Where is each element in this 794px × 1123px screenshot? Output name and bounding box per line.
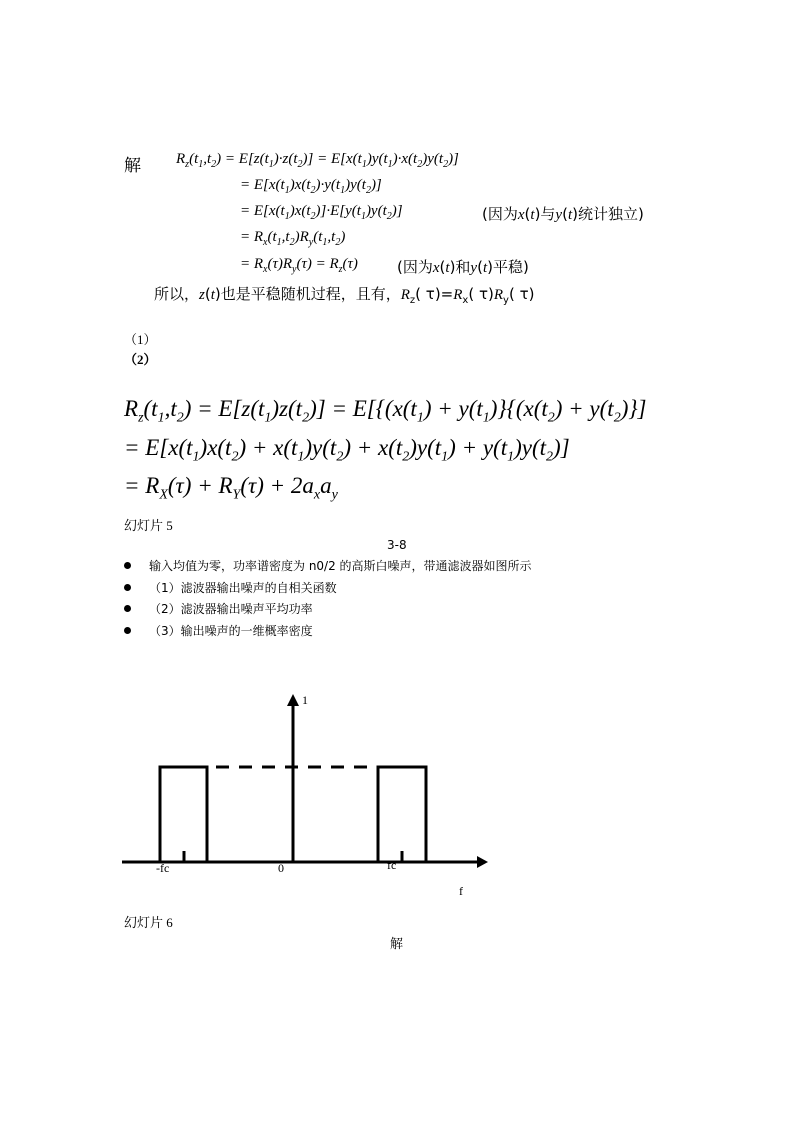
part-label-1: （1） [124, 332, 157, 347]
solution-line-5-note: (因为x(t)和y(t)平稳) [397, 258, 529, 276]
x-axis-arrow-icon [477, 856, 488, 868]
slide5-label: 幻灯片 5 [124, 518, 173, 533]
slide5-bullet: 输入均值为零，功率谱密度为 n0/2 的高斯白噪声，带通滤波器如图所示 [124, 557, 532, 574]
slide6-solution: 解 [390, 936, 404, 951]
solution-line-2: = $E[x(t_1)x(t_2)\cdot y(t_1)y(t_2)]$ [240, 177, 382, 196]
big-eq-line-2: = $E[x(t_1)x(t_2) + x(t_1)y(t_2) + x(t_2)y(t_1) + y(t_1)y(t_2)]$ [124, 435, 570, 465]
solution-label: 解 [124, 156, 141, 176]
slide5-bullet: （2）滤波器输出噪声平均功率 [124, 600, 313, 617]
slide6-label: 幻灯片 6 [124, 915, 173, 930]
solution-line-3: = $E[x(t_1)x(t_2)]\cdot E[y(t_1)y(t_2)]$ [240, 203, 403, 222]
solution-line-3-note: (因为x(t)与y(t)统计独立) [482, 205, 644, 223]
slide5-title: 3-8 [387, 538, 407, 552]
slide5-bullet: （3）输出噪声的一维概率密度 [124, 622, 313, 639]
solution-conclusion: 所以，z(t)也是平稳随机过程，且有，$R_z$( $\tau)=R_x$( $\tau)R_y$( τ) [154, 285, 535, 306]
tick-label-neg-fc: -fc [156, 861, 170, 875]
right-passband [378, 767, 426, 862]
slide5-bullet: （1）滤波器输出噪声的自相关函数 [124, 579, 337, 596]
solution-line-4: = $R_x(t_1,t_2)R_y(t_1,t_2)$ [240, 229, 346, 248]
left-passband [160, 767, 207, 862]
big-eq-line-3: = $R_X(\tau) + R_Y(\tau) + 2a_xa_y$ [124, 473, 338, 503]
x-axis-label: f [459, 884, 463, 898]
y-axis-label: 1 [302, 693, 308, 707]
tick-label-zero: 0 [278, 861, 284, 875]
tick-label-pos-fc: fc [387, 858, 397, 872]
solution-line-5: = $R_x(\tau)R_y(\tau) = R_z(\tau)$ [240, 256, 358, 275]
y-axis-arrow-icon [287, 694, 299, 706]
big-eq-line-1: $R_z(t_1,t_2) = E[z(t_1)z(t_2)] = E[\{(x(t_1) + y(t_1)\}\{(x(t_2) + y(t_2)\}]$ [124, 396, 647, 426]
part-label-2: （2） [124, 352, 157, 367]
solution-line-1: $R_z(t_1,t_2) = E[z(t_1)\cdot z(t_2)] = E[x(t_1)y(t_1)\cdot x(t_2)y(t_2)]$ [176, 151, 459, 170]
